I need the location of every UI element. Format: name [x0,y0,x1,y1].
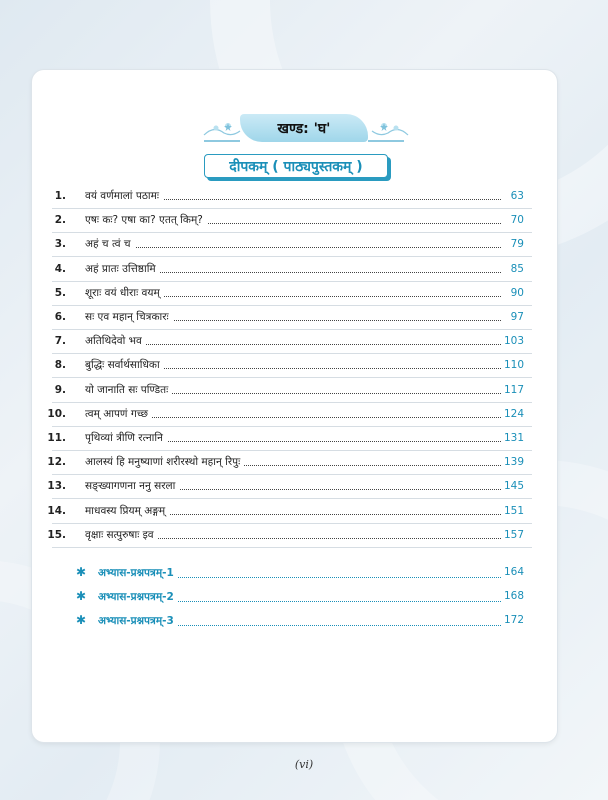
chapter-title: अहं च त्वं च [85,237,135,251]
chapter-number: 14. [47,504,66,517]
asterisk-bullet-icon: ✱ [76,613,87,627]
chapter-title: वृक्षाः सत्पुरुषाः इव [85,528,158,542]
chapter-number: 6. [54,311,66,323]
chapter-page-number: 124 [503,407,524,420]
row-separator [52,402,532,403]
toc-row[interactable] [32,234,557,254]
chapter-page-number: 117 [503,383,524,396]
toc-row[interactable] [32,476,557,496]
row-separator [52,281,532,282]
chapter-number: 12. [47,456,66,469]
chapter-title: अतिथिदेवो भव [85,334,146,348]
practice-paper-page-number: 168 [503,590,524,602]
banner-rule [204,140,240,142]
chapter-title: एषः कः? एषा का? एतत् किम्? [85,213,207,227]
banner-rule [368,140,404,142]
chapter-title: यो जानाति सः पण्डितः [85,383,172,397]
book-title: दीपकम् ( पाठ्यपुस्तकम् ) [204,154,388,178]
toc-row[interactable] [32,428,557,448]
practice-paper-page-number: 172 [503,614,524,626]
chapter-page-number: 79 [510,238,524,251]
chapter-number: 7. [54,335,66,348]
row-separator [52,450,532,451]
toc-row[interactable] [32,307,557,327]
chapter-number: 3. [54,238,66,251]
chapter-title: त्वम् आपणं गच्छ [85,407,152,421]
chapter-number: 2. [54,214,66,227]
toc-row[interactable] [32,259,557,279]
row-separator [52,547,532,548]
chapter-page-number: 110 [503,359,524,372]
chapter-page-number: 151 [503,504,524,517]
chapter-page-number: 97 [510,311,524,323]
chapter-number: 5. [54,286,66,299]
chapter-title: बुद्धिः सर्वार्थसाधिका [85,358,164,372]
chapter-page-number: 145 [503,480,524,493]
dot-leader [92,247,501,248]
chapter-title: सङ्ख्यागणना ननु सरला [85,479,179,493]
dot-leader [92,344,501,345]
chapter-title: माधवस्य प्रियम् अङ्गम् [85,504,169,518]
practice-paper-page-number: 164 [503,566,524,578]
practice-paper-title: अभ्यास-प्रश्नपत्रम्-2 [98,590,177,604]
row-separator [52,474,532,475]
chapter-number: 9. [54,383,66,396]
toc-row[interactable] [32,355,557,375]
row-separator [52,232,532,233]
chapter-number: 4. [54,262,66,275]
toc-row[interactable] [32,404,557,424]
chapter-title: सः एव महान् चित्रकारः [85,310,173,324]
chapter-page-number: 157 [503,528,524,541]
toc-row[interactable] [32,452,557,472]
dot-leader [92,417,501,418]
chapter-title: आलस्यं हि मनुष्याणां शरीरस्थो महान् रिपुः [85,455,244,469]
asterisk-bullet-icon: ✱ [76,589,87,603]
row-separator [52,498,532,499]
floral-ornament-icon [202,119,242,139]
practice-paper-row[interactable] [32,611,557,631]
chapter-number: 10. [47,407,66,420]
row-separator [52,353,532,354]
chapter-page-number: 63 [510,190,524,202]
practice-paper-row[interactable] [32,563,557,583]
section-heading: खण्ड: 'घ' [240,114,368,142]
floral-ornament-icon [370,119,410,139]
practice-paper-row[interactable] [32,587,557,607]
chapter-number: 13. [47,480,66,493]
chapter-page-number: 85 [510,262,524,275]
toc-row[interactable] [32,501,557,521]
row-separator [52,256,532,257]
chapter-title: वयं वर्णमालां पठामः [85,189,163,203]
chapter-number: 8. [54,359,66,372]
chapter-page-number: 103 [503,335,524,348]
row-separator [52,208,532,209]
toc-row[interactable] [32,210,557,230]
asterisk-bullet-icon: ✱ [76,565,87,579]
toc-row[interactable] [32,331,557,351]
contents-card [32,70,557,742]
page-number: (vi) [294,758,314,771]
chapter-number: 11. [47,432,66,444]
practice-paper-title: अभ्यास-प्रश्नपत्रम्-3 [98,614,177,628]
toc-row[interactable] [32,525,557,545]
row-separator [52,377,532,378]
toc-row[interactable] [32,283,557,303]
chapter-page-number: 70 [510,214,524,227]
chapter-number: 15. [47,528,66,541]
chapter-title: अहं प्रातः उत्तिष्ठामि [85,262,160,276]
row-separator [52,329,532,330]
row-separator [52,523,532,524]
row-separator [52,305,532,306]
chapter-page-number: 131 [503,432,524,444]
row-separator [52,426,532,427]
chapter-title: शूराः वयं धीराः वयम् [85,286,164,300]
chapter-number: 1. [54,190,66,202]
chapter-page-number: 90 [510,286,524,299]
toc-row[interactable] [32,380,557,400]
toc-row[interactable] [32,186,557,206]
practice-paper-title: अभ्यास-प्रश्नपत्रम्-1 [98,566,177,580]
section-banner [32,114,557,144]
chapter-title: पृथिव्यां त्रीणि रत्नानि [85,431,167,445]
chapter-page-number: 139 [503,456,524,469]
